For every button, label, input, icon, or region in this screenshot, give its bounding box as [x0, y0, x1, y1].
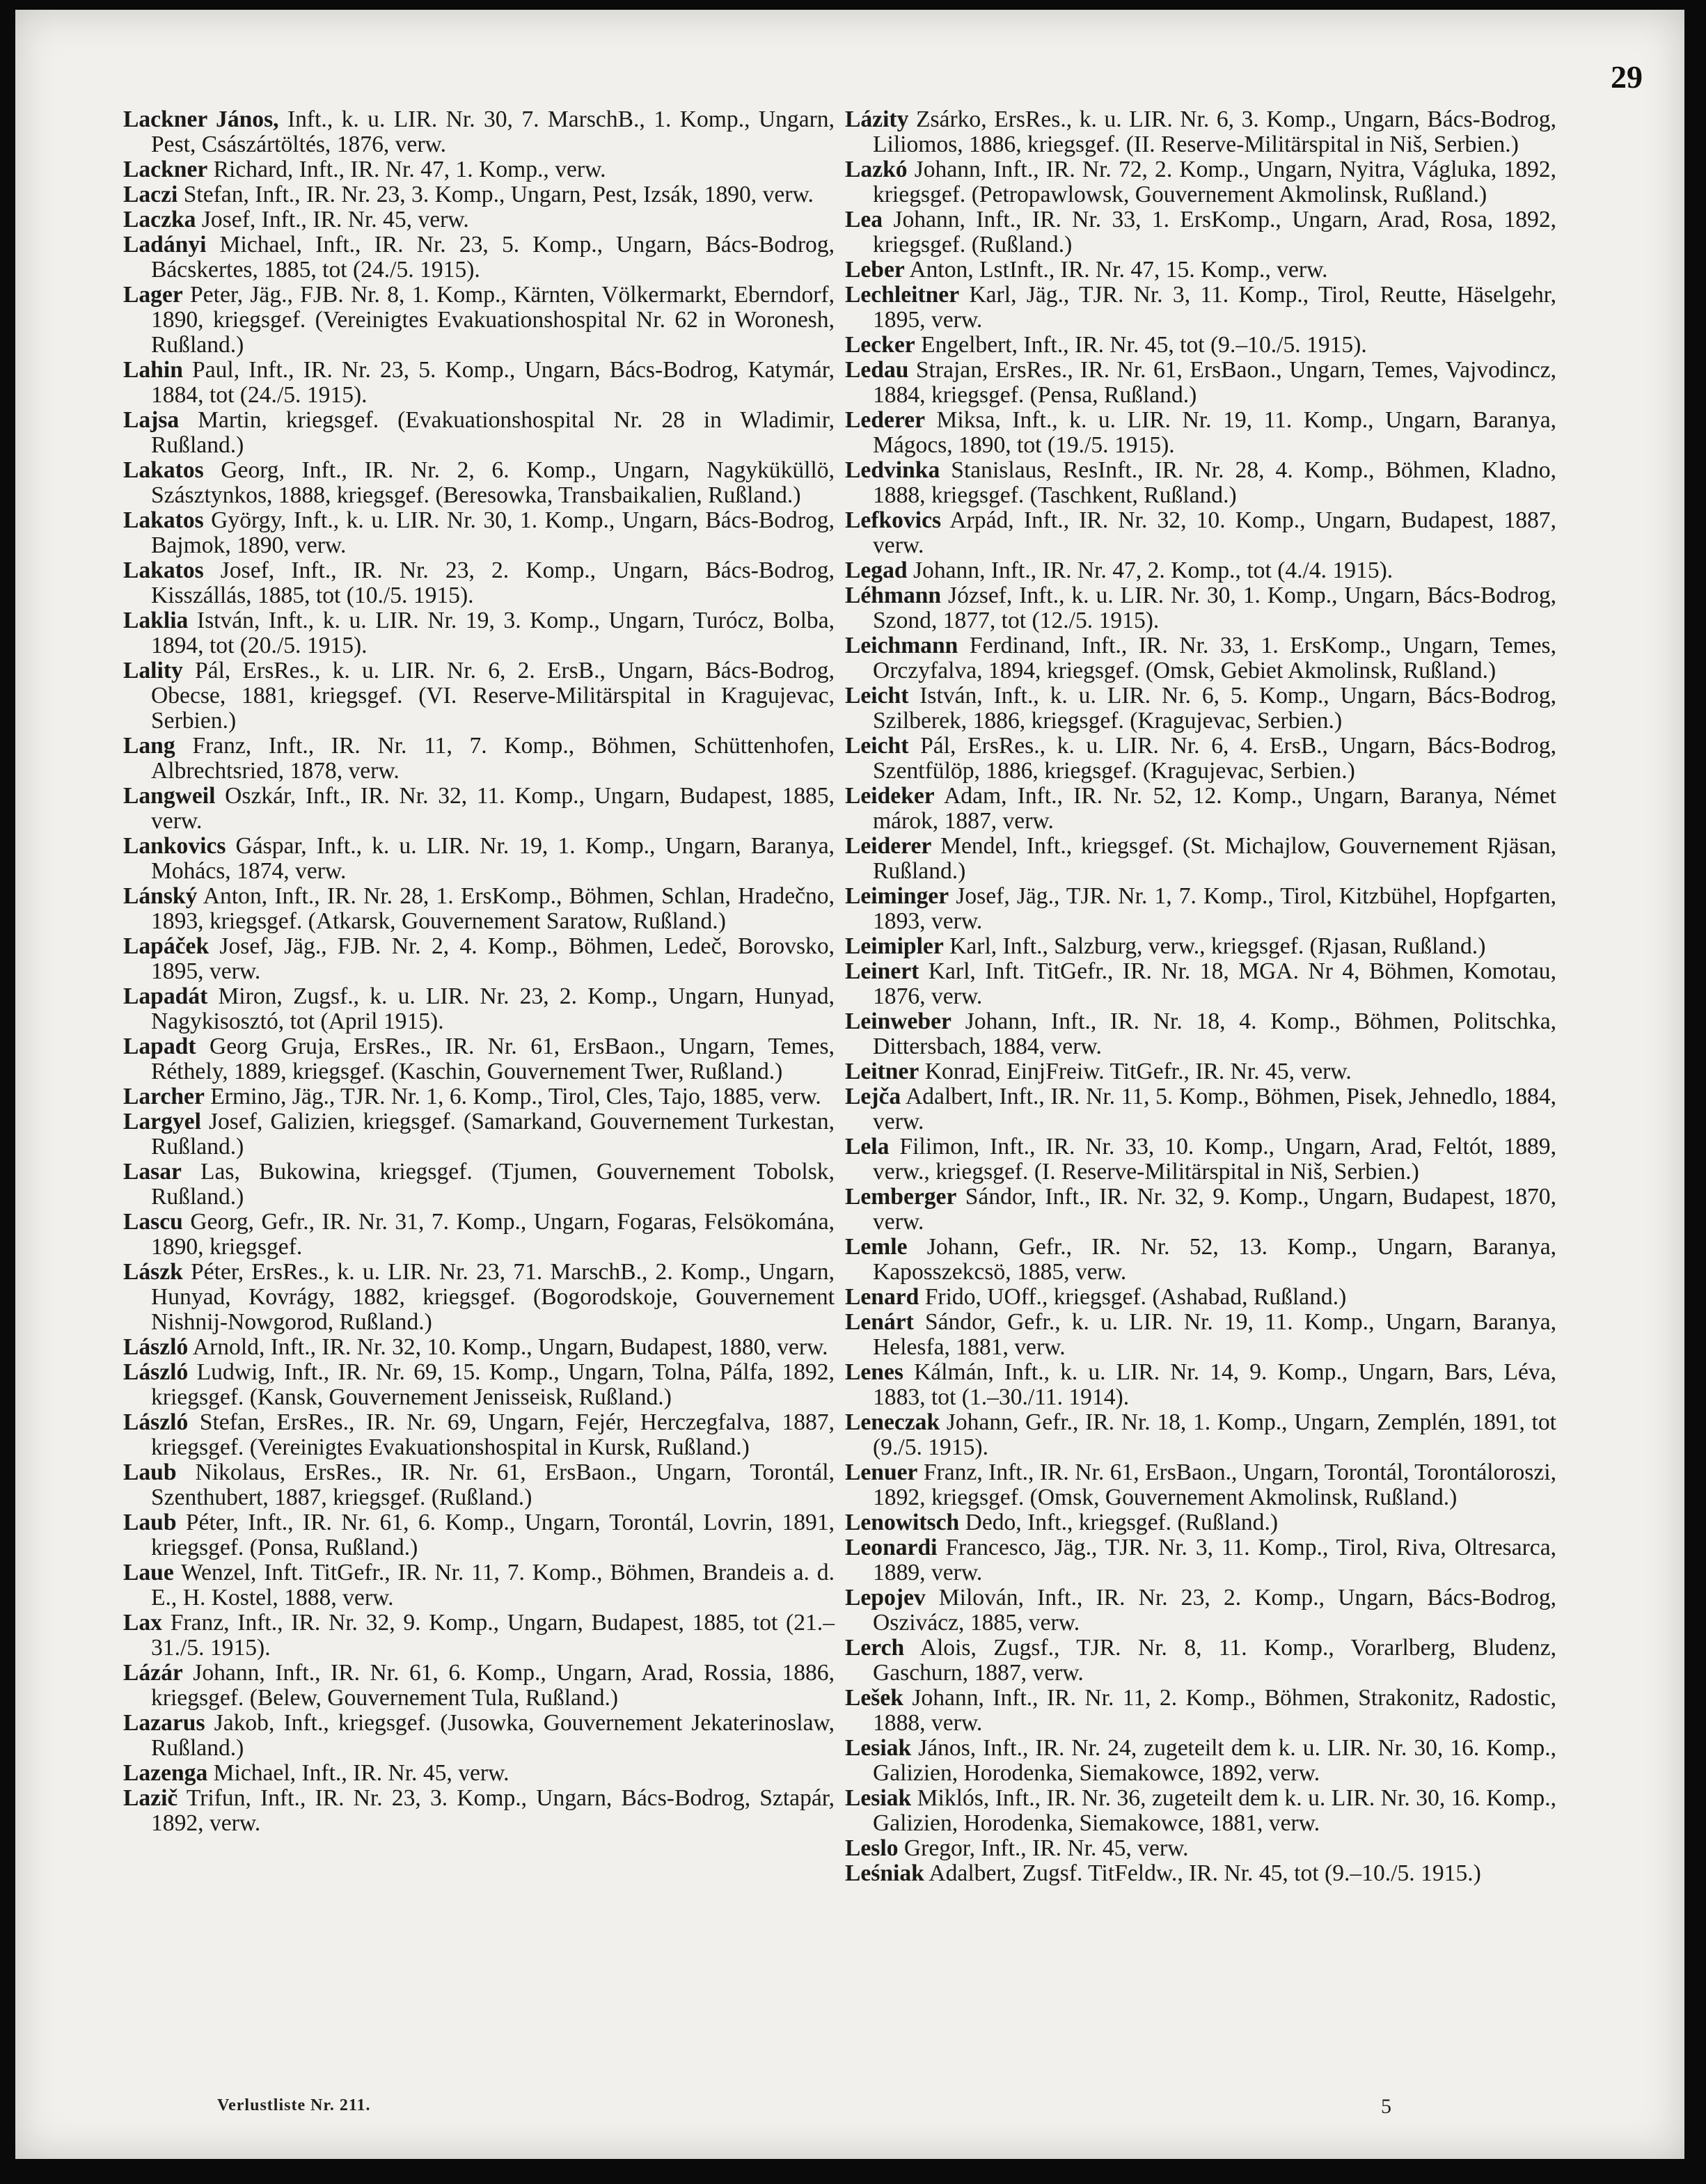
entry-details: Francesco, Jäg., TJR. Nr. 3, 11. Komp., Tirol, Riva, Oltresarca, 1889, verw.: [873, 1535, 1556, 1585]
entry-surname: Leneczak: [845, 1409, 940, 1435]
entry-surname: Lerch: [845, 1635, 905, 1661]
entry-surname: Leideker: [845, 783, 935, 809]
entry-details: Adalbert, Zugsf. TitFeldw., IR. Nr. 45, tot (9.–10./5. 1915.): [924, 1860, 1481, 1886]
entry-surname: Ledvinka: [845, 457, 940, 483]
casualty-entry: [845, 884, 1556, 934]
casualty-entry: [845, 1786, 1556, 1836]
casualty-entry: [123, 1034, 835, 1084]
entry-surname: Lazarus: [123, 1710, 205, 1736]
entry-details: Milován, Inft., IR. Nr. 23, 2. Komp., Ungarn, Bács-Bodrog, Oszivácz, 1885, verw.: [873, 1585, 1556, 1636]
entry-details: Franz, Inft., IR. Nr. 61, ErsBaon., Ungarn, Torontál, Torontáloroszi, 1892, kriegsgef. (Omsk, Gouvernement Akmolinsk, Rußland.): [873, 1459, 1556, 1510]
casualty-entry: [123, 207, 835, 232]
casualty-entry: [845, 1084, 1556, 1134]
casualty-entry: [123, 1786, 835, 1836]
entry-surname: Lajsa: [123, 407, 180, 433]
entry-details: Gregor, Inft., IR. Nr. 45, verw.: [898, 1835, 1189, 1861]
casualty-entry: [845, 333, 1556, 358]
casualty-entry: [845, 107, 1556, 157]
casualty-entry: [845, 734, 1556, 784]
entry-details: Adam, Inft., IR. Nr. 52, 12. Komp., Ungarn, Baranya, Német márok, 1887, verw.: [873, 783, 1556, 834]
casualty-entry: [845, 633, 1556, 683]
entry-details: István, Inft., k. u. LIR. Nr. 19, 3. Komp., Ungarn, Turócz, Bolba, 1894, tot (20./5. 1915).: [151, 608, 835, 658]
entry-details: Engelbert, Inft., IR. Nr. 45, tot (9.–10./5. 1915).: [915, 332, 1367, 358]
entry-details: Josef, Inft., IR. Nr. 23, 2. Komp., Ungarn, Bács-Bodrog, Kisszállás, 1885, tot (10./5. 1915).: [151, 557, 835, 608]
entry-details: Ferdinand, Inft., IR. Nr. 33, 1. ErsKomp., Ungarn, Temes, Orczyfalva, 1894, kriegsgef. (Omsk, Gebiet Akmolinsk, Rußland.): [873, 633, 1556, 683]
sheet-signature: 5: [1381, 2095, 1391, 2118]
casualty-entry: [845, 1736, 1556, 1786]
casualty-entry: [123, 232, 835, 283]
entry-surname: Lászk: [123, 1259, 183, 1285]
entry-details: Karl, Inft. TitGefr., IR. Nr. 18, MGA. Nr 4, Böhmen, Komotau, 1876, verw.: [873, 958, 1556, 1009]
entry-surname: Lapadt: [123, 1034, 196, 1059]
entry-details: Michael, Inft., IR. Nr. 45, verw.: [207, 1760, 510, 1786]
entry-details: Miron, Zugsf., k. u. LIR. Nr. 23, 2. Komp., Ungarn, Hunyad, Nagykisosztó, tot (April 1915).: [151, 983, 835, 1034]
entry-surname: Lazič: [123, 1785, 178, 1811]
entry-details: Franz, Inft., IR. Nr. 11, 7. Komp., Böhmen, Schüttenhofen, Albrechtsried, 1878, verw.: [151, 733, 835, 784]
casualty-entry: [123, 1460, 835, 1510]
entry-details: Peter, Jäg., FJB. Nr. 8, 1. Komp., Kärnten, Völkermarkt, Eberndorf, 1890, kriegsgef. (Vereinigtes Evakuationshospital Nr. 62 in Woronesh, Rußland.): [151, 282, 835, 358]
entry-surname: Lešek: [845, 1685, 903, 1711]
entry-details: Josef, Galizien, kriegsgef. (Samarkand, Gouvernement Turkestan, Rußland.): [151, 1109, 835, 1160]
entry-details: Kálmán, Inft., k. u. LIR. Nr. 14, 9. Komp., Ungarn, Bars, Léva, 1883, tot (1.–30./11. 1914).: [873, 1359, 1556, 1410]
entry-details: Miksa, Inft., k. u. LIR. Nr. 19, 11. Komp., Ungarn, Baranya, Mágocs, 1890, tot (19./5. 1915).: [873, 407, 1556, 458]
entry-surname: Lality: [123, 658, 183, 683]
casualty-entry: [845, 1009, 1556, 1059]
casualty-entry: [845, 283, 1556, 333]
casualty-entry: [123, 934, 835, 984]
entry-surname: Leslo: [845, 1835, 899, 1861]
casualty-entry: [123, 358, 835, 408]
entry-surname: Ledau: [845, 357, 909, 383]
entry-surname: Larcher: [123, 1084, 205, 1109]
entry-details: Adalbert, Inft., IR. Nr. 11, 5. Komp., Böhmen, Pisek, Jehnedlo, 1884, verw.: [873, 1084, 1556, 1134]
entry-details: Jakob, Inft., kriegsgef. (Jusowka, Gouvernement Jekaterinoslaw, Rußland.): [151, 1710, 835, 1761]
entry-details: Martin, kriegsgef. (Evakuationshospital Nr. 28 in Wladimir, Rußland.): [151, 407, 835, 458]
casualty-entry: [123, 1084, 835, 1109]
entry-details: Konrad, EinjFreiw. TitGefr., IR. Nr. 45, verw.: [919, 1059, 1352, 1084]
entry-surname: Lemle: [845, 1234, 908, 1260]
entry-details: Johann, Inft., IR. Nr. 18, 4. Komp., Böhmen, Politschka, Dittersbach, 1884, verw.: [873, 1008, 1556, 1059]
casualty-entry: [845, 358, 1556, 408]
casualty-entry: [123, 1260, 835, 1335]
entry-surname: Lea: [845, 207, 883, 232]
casualty-entry: [123, 884, 835, 934]
entry-details: Stefan, ErsRes., IR. Nr. 69, Ungarn, Fejér, Herczegfalva, 1887, kriegsgef. (Vereinigtes Evakuationshospital in Kursk, Rußland.): [151, 1409, 835, 1460]
casualty-entry: [123, 558, 835, 608]
casualty-entry: [123, 1510, 835, 1560]
entry-details: Georg, Gefr., IR. Nr. 31, 7. Komp., Ungarn, Fogaras, Felsökomána, 1890, kriegsgef.: [151, 1209, 835, 1260]
entry-details: Wenzel, Inft. TitGefr., IR. Nr. 11, 7. Komp., Böhmen, Brandeis a. d. E., H. Kostel, 1888, verw.: [151, 1560, 835, 1611]
entry-surname: Lecker: [845, 332, 915, 358]
entry-details: Georg, Inft., IR. Nr. 2, 6. Komp., Ungarn, Nagyküküllö, Szásztynkos, 1888, kriegsgef. (Beresowka, Transbaikalien, Rußland.): [151, 457, 835, 508]
casualty-entry: [845, 1059, 1556, 1084]
casualty-entry: [845, 1636, 1556, 1686]
entry-details: István, Inft., k. u. LIR. Nr. 6, 5. Komp., Ungarn, Bács-Bodrog, Szilberek, 1886, kriegsgef. (Kragujevac, Serbien.): [873, 683, 1556, 734]
entry-details: Johann, Inft., IR. Nr. 61, 6. Komp., Ungarn, Arad, Rossia, 1886, kriegsgef. (Belew, Gouvernement Tula, Rußland.): [151, 1660, 835, 1711]
casualty-entry: [123, 1611, 835, 1661]
entry-surname: Lascu: [123, 1209, 183, 1235]
document-page: [15, 10, 1684, 2159]
entry-surname: Laczi: [123, 182, 178, 207]
entry-surname: Lahin: [123, 357, 183, 383]
entry-details: Josef, Inft., IR. Nr. 45, verw.: [196, 207, 469, 232]
entry-surname: Lesiak: [845, 1785, 912, 1811]
entry-surname: Lejča: [845, 1084, 901, 1109]
casualty-entry: [123, 1335, 835, 1360]
entry-details: Oszkár, Inft., IR. Nr. 32, 11. Komp., Ungarn, Budapest, 1885, verw.: [151, 783, 835, 834]
entry-details: Las, Bukowina, kriegsgef. (Tjumen, Gouvernement Tobolsk, Rußland.): [151, 1159, 835, 1210]
entry-surname: Lakatos: [123, 457, 204, 483]
casualty-entry: [845, 1285, 1556, 1310]
entry-details: Arpád, Inft., IR. Nr. 32, 10. Komp., Ungarn, Budapest, 1887, verw.: [873, 507, 1556, 558]
casualty-entry: [123, 1661, 835, 1711]
entry-details: Georg Gruja, ErsRes., IR. Nr. 61, ErsBaon., Ungarn, Temes, Réthely, 1889, kriegsgef. (Kaschin, Gouvernement Twer, Rußland.): [151, 1034, 835, 1084]
entry-details: Karl, Inft., Salzburg, verw., kriegsgef. (Rjasan, Rußland.): [943, 933, 1486, 959]
entry-surname: Leonardi: [845, 1535, 938, 1560]
casualty-entry: [845, 207, 1556, 258]
entry-surname: Largyel: [123, 1109, 201, 1134]
entry-surname: Leśniak: [845, 1860, 924, 1886]
entry-surname: Leinweber: [845, 1008, 951, 1034]
entry-details: Péter, Inft., IR. Nr. 61, 6. Komp., Ungarn, Torontál, Lovrin, 1891, kriegsgef. (Ponsa, Rußland.): [151, 1510, 835, 1560]
footer-note: Verlustliste Nr. 211.: [217, 2096, 371, 2114]
entry-surname: Laub: [123, 1510, 177, 1535]
entry-surname: Lefkovics: [845, 507, 942, 533]
entry-details: Johann, Inft., IR. Nr. 72, 2. Komp., Ungarn, Nyitra, Vágluka, 1892, kriegsgef. (Petropawlowsk, Gouvernement Akmolinsk, Rußland.): [873, 157, 1556, 207]
entry-details: Josef, Jäg., FJB. Nr. 2, 4. Komp., Böhmen, Ledeč, Borovsko, 1895, verw.: [151, 933, 835, 984]
entry-details: Franz, Inft., IR. Nr. 32, 9. Komp., Ungarn, Budapest, 1885, tot (21.–31./5. 1915).: [151, 1610, 835, 1661]
casualty-entry: [845, 1310, 1556, 1360]
casualty-entry: [123, 1160, 835, 1210]
entry-surname: Lenuer: [845, 1459, 918, 1485]
entry-surname: Ladányi: [123, 232, 207, 258]
entry-surname: Laub: [123, 1459, 177, 1485]
entry-surname: Lakatos: [123, 557, 204, 583]
entry-details: Zsárko, ErsRes., k. u. LIR. Nr. 6, 3. Komp., Ungarn, Bács-Bodrog, Liliomos, 1886, kriegsgef. (II. Reserve-Militärspital in Niš, Serbien.): [873, 106, 1556, 157]
casualty-entry: [845, 508, 1556, 558]
casualty-entry: [123, 107, 835, 157]
casualty-entry: [123, 1109, 835, 1160]
entry-details: Johann, Gefr., IR. Nr. 52, 13. Komp., Ungarn, Baranya, Kaposszekcsö, 1885, verw.: [873, 1234, 1556, 1285]
entry-details: Johann, Inft., IR. Nr. 47, 2. Komp., tot (4./4. 1915).: [907, 557, 1393, 583]
entry-surname: Lang: [123, 733, 175, 759]
entry-details: Paul, Inft., IR. Nr. 23, 5. Komp., Ungarn, Bács-Bodrog, Katymár, 1884, tot (24./5. 1915).: [151, 357, 835, 408]
entry-surname: Lackner: [123, 157, 208, 182]
casualty-entry: [845, 959, 1556, 1009]
casualty-entry: [123, 283, 835, 358]
casualty-entry: [845, 1510, 1556, 1535]
casualty-entry: [845, 1460, 1556, 1510]
entry-surname: Leiminger: [845, 883, 949, 909]
entry-details: Arnold, Inft., IR. Nr. 32, 10. Komp., Ungarn, Budapest, 1880, verw.: [188, 1334, 828, 1360]
casualty-entry: [123, 608, 835, 658]
entry-details: Karl, Jäg., TJR. Nr. 3, 11. Komp., Tirol, Reutte, Häselgehr, 1895, verw.: [873, 282, 1556, 333]
entry-details: Ermino, Jäg., TJR. Nr. 1, 6. Komp., Tirol, Cles, Tajo, 1885, verw.: [204, 1084, 821, 1109]
entry-details: Alois, Zugsf., TJR. Nr. 8, 11. Komp., Vorarlberg, Bludenz, Gaschurn, 1887, verw.: [873, 1635, 1556, 1686]
entry-details: Johann, Inft., IR. Nr. 11, 2. Komp., Böhmen, Strakonitz, Radostic, 1888, verw.: [873, 1685, 1556, 1736]
entry-surname: Leicht: [845, 683, 909, 709]
entry-surname: Lenard: [845, 1284, 919, 1310]
entry-surname: Leinert: [845, 958, 919, 984]
entry-surname: Lackner János,: [123, 106, 279, 132]
entry-surname: Lechleitner: [845, 282, 960, 308]
entry-details: Ludwig, Inft., IR. Nr. 69, 15. Komp., Ungarn, Tolna, Pálfa, 1892, kriegsgef. (Kansk, Gouvernement Jenisseisk, Rußland.): [151, 1359, 835, 1410]
entry-surname: Lankovics: [123, 833, 226, 859]
entry-details: György, Inft., k. u. LIR. Nr. 30, 1. Komp., Ungarn, Bács-Bodrog, Bajmok, 1890, verw.: [151, 507, 835, 558]
casualty-entry: [845, 1836, 1556, 1861]
right-column: [845, 107, 1556, 1886]
casualty-entry: [845, 784, 1556, 834]
entry-details: Péter, ErsRes., k. u. LIR. Nr. 23, 71. MarschB., 2. Komp., Ungarn, Hunyad, Kovrágy, 1882, kriegsgef. (Bogorodskoje, Gouvernement Nishnij-Nowgorod, Rußland.): [151, 1259, 835, 1335]
casualty-entry: [845, 1861, 1556, 1886]
casualty-entry: [123, 1560, 835, 1611]
casualty-entry: [123, 784, 835, 834]
entry-surname: Legad: [845, 557, 908, 583]
entry-details: József, Inft., k. u. LIR. Nr. 30, 1. Komp., Ungarn, Bács-Bodrog, Szond, 1877, tot (12./5. 1915).: [873, 583, 1556, 633]
entry-surname: Laklia: [123, 608, 189, 633]
entry-surname: Lepojev: [845, 1585, 926, 1611]
casualty-entry: [123, 1711, 835, 1761]
entry-surname: Lánský: [123, 883, 198, 909]
casualty-entry: [845, 1235, 1556, 1285]
casualty-entry: [845, 1185, 1556, 1235]
entry-surname: Lemberger: [845, 1184, 957, 1210]
casualty-entry: [845, 683, 1556, 734]
casualty-entry: [845, 1686, 1556, 1736]
entry-surname: Leiderer: [845, 833, 932, 859]
entry-details: Miklós, Inft., IR. Nr. 36, zugeteilt dem k. u. LIR. Nr. 30, 16. Komp., Galizien, Horodenka, Siemakowce, 1881, verw.: [873, 1785, 1556, 1836]
entry-surname: Lapáček: [123, 933, 210, 959]
casualty-entry: [845, 1134, 1556, 1185]
entry-surname: Lasar: [123, 1159, 182, 1185]
casualty-entry: [123, 157, 835, 182]
entry-surname: László: [123, 1409, 189, 1435]
entry-details: Pál, ErsRes., k. u. LIR. Nr. 6, 4. ErsB., Ungarn, Bács-Bodrog, Szentfülöp, 1886, kriegsgef. (Kragujevac, Serbien.): [873, 733, 1556, 784]
casualty-entry: [123, 658, 835, 734]
entry-details: Anton, Inft., IR. Nr. 28, 1. ErsKomp., Böhmen, Schlan, Hradečno, 1893, kriegsgef. (Atkarsk, Gouvernement Saratow, Rußland.): [151, 883, 835, 934]
casualty-entry: [845, 258, 1556, 283]
entry-surname: Langweil: [123, 783, 216, 809]
entry-surname: Lazkó: [845, 157, 908, 182]
entry-details: Sándor, Gefr., k. u. LIR. Nr. 19, 11. Komp., Ungarn, Baranya, Helesfa, 1881, verw.: [873, 1309, 1556, 1360]
entry-surname: Lenowitsch: [845, 1510, 960, 1535]
entry-surname: Lázár: [123, 1660, 183, 1686]
entry-surname: Lager: [123, 282, 183, 308]
entry-surname: Leitner: [845, 1059, 919, 1084]
casualty-entry: [123, 1210, 835, 1260]
entry-details: Anton, LstInft., IR. Nr. 47, 15. Komp., verw.: [904, 257, 1328, 283]
entry-surname: Lazenga: [123, 1760, 208, 1786]
casualty-entry: [123, 984, 835, 1034]
page-number: 29: [1611, 59, 1643, 95]
entry-surname: Laue: [123, 1560, 174, 1585]
casualty-entry: [845, 934, 1556, 959]
entry-surname: Léhmann: [845, 583, 942, 608]
entry-surname: Lapadát: [123, 983, 208, 1009]
casualty-entry: [123, 834, 835, 884]
entry-details: Trifun, Inft., IR. Nr. 23, 3. Komp., Ungarn, Bács-Bodrog, Sztapár, 1892, verw.: [151, 1785, 835, 1836]
casualty-entry: [845, 157, 1556, 207]
entry-details: Stanislaus, ResInft., IR. Nr. 28, 4. Komp., Böhmen, Kladno, 1888, kriegsgef. (Taschkent, Rußland.): [873, 457, 1556, 508]
entry-surname: Lederer: [845, 407, 925, 433]
entry-details: Filimon, Inft., IR. Nr. 33, 10. Komp., Ungarn, Arad, Feltót, 1889, verw., kriegsgef. (I. Reserve-Militärspital in Niš, Serbien.): [873, 1134, 1556, 1185]
entry-details: Dedo, Inft., kriegsgef. (Rußland.): [959, 1510, 1279, 1535]
entry-surname: Lesiak: [845, 1735, 912, 1761]
entry-details: János, Inft., IR. Nr. 24, zugeteilt dem k. u. LIR. Nr. 30, 16. Komp., Galizien, Horodenka, Siemakowce, 1892, verw.: [873, 1735, 1556, 1786]
casualty-entry: [845, 408, 1556, 458]
casualty-entry: [845, 583, 1556, 633]
entry-surname: Leichmann: [845, 633, 958, 658]
casualty-entry: [123, 734, 835, 784]
entry-details: Nikolaus, ErsRes., IR. Nr. 61, ErsBaon., Ungarn, Torontál, Szenthubert, 1887, kriegsgef. (Rußland.): [151, 1459, 835, 1510]
entry-surname: Lenes: [845, 1359, 903, 1385]
entry-details: Frido, UOff., kriegsgef. (Ashabad, Rußland.): [919, 1284, 1347, 1310]
casualty-entry: [123, 1360, 835, 1410]
entry-details: Johann, Inft., IR. Nr. 33, 1. ErsKomp., Ungarn, Arad, Rosa, 1892, kriegsgef. (Rußland.): [873, 207, 1556, 258]
casualty-entry: [845, 1535, 1556, 1585]
entry-surname: Lela: [845, 1134, 890, 1160]
entry-details: Stefan, Inft., IR. Nr. 23, 3. Komp., Ungarn, Pest, Izsák, 1890, verw.: [177, 182, 814, 207]
entry-details: Richard, Inft., IR. Nr. 47, 1. Komp., verw.: [207, 157, 606, 182]
entry-surname: Leimipler: [845, 933, 944, 959]
entry-details: Sándor, Inft., IR. Nr. 32, 9. Komp., Ungarn, Budapest, 1870, verw.: [873, 1184, 1556, 1235]
entry-surname: Lax: [123, 1610, 162, 1636]
entry-details: Johann, Gefr., IR. Nr. 18, 1. Komp., Ungarn, Zemplén, 1891, tot (9./5. 1915).: [873, 1409, 1556, 1460]
casualty-entry: [845, 558, 1556, 583]
left-column: [123, 107, 835, 1836]
entry-surname: László: [123, 1334, 189, 1360]
entry-surname: Laczka: [123, 207, 196, 232]
entry-details: Pál, ErsRes., k. u. LIR. Nr. 6, 2. ErsB., Ungarn, Bács-Bodrog, Obecse, 1881, kriegsgef. (VI. Reserve-Militärspital in Kragujevac, Serbien.): [151, 658, 835, 734]
casualty-entry: [845, 458, 1556, 508]
casualty-entry: [845, 1410, 1556, 1460]
entry-details: Josef, Jäg., TJR. Nr. 1, 7. Komp., Tirol, Kitzbühel, Hopfgarten, 1893, verw.: [873, 883, 1556, 934]
entry-details: Michael, Inft., IR. Nr. 23, 5. Komp., Ungarn, Bács-Bodrog, Bácskertes, 1885, tot (24./5. 1915).: [151, 232, 835, 283]
casualty-entry: [123, 508, 835, 558]
entry-details: Strajan, ErsRes., IR. Nr. 61, ErsBaon., Ungarn, Temes, Vajvodincz, 1884, kriegsgef. (Pensa, Rußland.): [873, 357, 1556, 408]
casualty-entry: [845, 1360, 1556, 1410]
entry-surname: Leicht: [845, 733, 909, 759]
casualty-entry: [845, 1585, 1556, 1636]
entry-surname: Lakatos: [123, 507, 204, 533]
entry-surname: Lázity: [845, 106, 909, 132]
entry-details: Inft., k. u. LIR. Nr. 30, 7. MarschB., 1. Komp., Ungarn, Pest, Császártöltés, 1876, verw.: [151, 106, 835, 157]
casualty-entry: [123, 182, 835, 207]
entry-surname: László: [123, 1359, 189, 1385]
entry-details: Gáspar, Inft., k. u. LIR. Nr. 19, 1. Komp., Ungarn, Baranya, Mohács, 1874, verw.: [151, 833, 835, 884]
casualty-entry: [123, 1410, 835, 1460]
entry-surname: Leber: [845, 257, 905, 283]
casualty-entry: [845, 834, 1556, 884]
entry-details: Mendel, Inft., kriegsgef. (St. Michajlow, Gouvernement Rjäsan, Rußland.): [873, 833, 1556, 884]
casualty-entry: [123, 408, 835, 458]
entry-surname: Lenárt: [845, 1309, 914, 1335]
casualty-entry: [123, 1761, 835, 1786]
casualty-entry: [123, 458, 835, 508]
